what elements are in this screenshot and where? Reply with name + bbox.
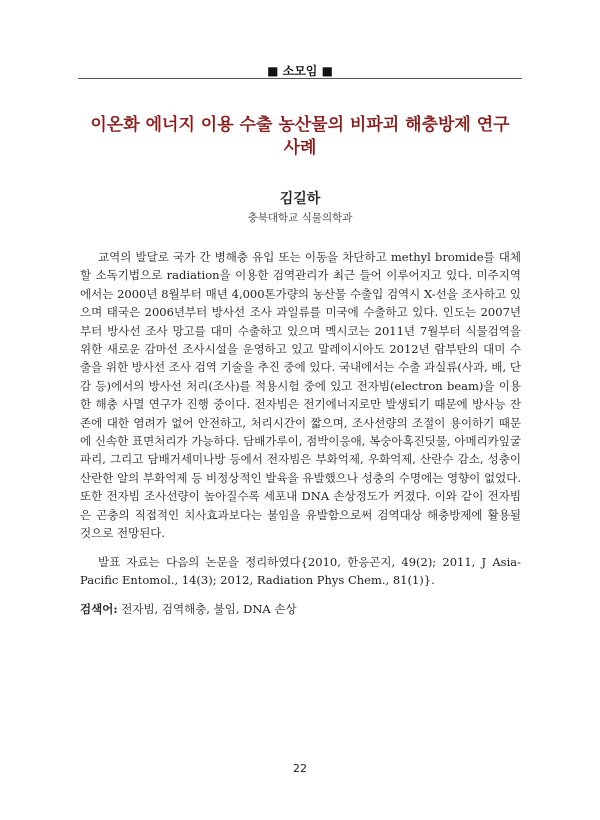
- author-name: 김길하: [279, 191, 321, 207]
- author-affiliation: 충북대학교 식물의학과: [247, 212, 353, 224]
- page-number: 22: [293, 762, 307, 775]
- article-title: 이온화 에너지 이용 수출 농산물의 비파괴 해충방제 연구사례: [90, 115, 510, 158]
- keywords-label: 검색어:: [80, 602, 118, 616]
- keywords-value: 전자빔, 검역해충, 불임, DNA 손상: [121, 602, 297, 616]
- header-rule: [78, 78, 522, 79]
- abstract-body: 교역의 발달로 국가 간 병해충 유입 또는 이동을 차단하고 methyl bromide를 대체 할 소독기법으로 radiation을 이용한 검역관리가 최근 들어 이루어지고 있다. 미주지역에서는 2000년 8월부터 매년 4,000톤가량의 농산물 수출입 검역시 X-선을 조사하고 있으며 태국은 2006년부터 방사선 조사 과일류를 미국에 수출하고 있다. 인도는 2007년부터 방사선 조사 망고를 대미 수출하고 있으며 멕시코는 2011년 7월부터 식물검역을 위한 새로운 감마선 조사시설을 운영하고 있고 말레이시아도 2012년 람부탄의 대미 수출을 위한 방사선 조사 검역 기술을 추진 중에 있다. 국내에서는 수출 과실류(사과, 배, 단감 등)에서의 방사선 처리(조사)를 적용시험 중에 있고 전자빔(electron beam)을 이용한 해충 사멸 연구가 진행 중이다. 전자빔은 전기에너지로만 발생되기 때문에 방사능 잔존에 대한 염려가 없어 안전하고, 처리시간이 짧으며, 조사선량의 조절이 용이하기 때문에 신속한 표면처리가 가능하다. 담배가루이, 점박이응애, 복숭아혹진딧물, 아메리카잎굴파리, 그리고 담배거세미나방 등에서 전자빔은 부화억제, 우화억제, 산란수 감소, 성충이 산란한 알의 부화억제 등 비정상적인 발육을 유발했으나 성충의 수명에는 영향이 없었다. 또한 전자빔 조사선량이 높아질수록 세포내 DNA 손상정도가 커졌다. 이와 같이 전자빔은 곤충의 직접적인 치사효과보다는 불임을 유발함으로써 검역대상 해충방제에 활용될 것으로 전망된다.: [80, 250, 521, 541]
- keywords-line: [80, 601, 521, 617]
- section-header: ■ 소모임 ■: [267, 64, 333, 78]
- reference-note: 발표 자료는 다음의 논문을 정리하였다{2010, 한응곤지, 49(2); 2011, J Asia-Pacific Entomol., 14(3); 2012, Radiation Phys Chem., 81(1)}.: [80, 555, 521, 588]
